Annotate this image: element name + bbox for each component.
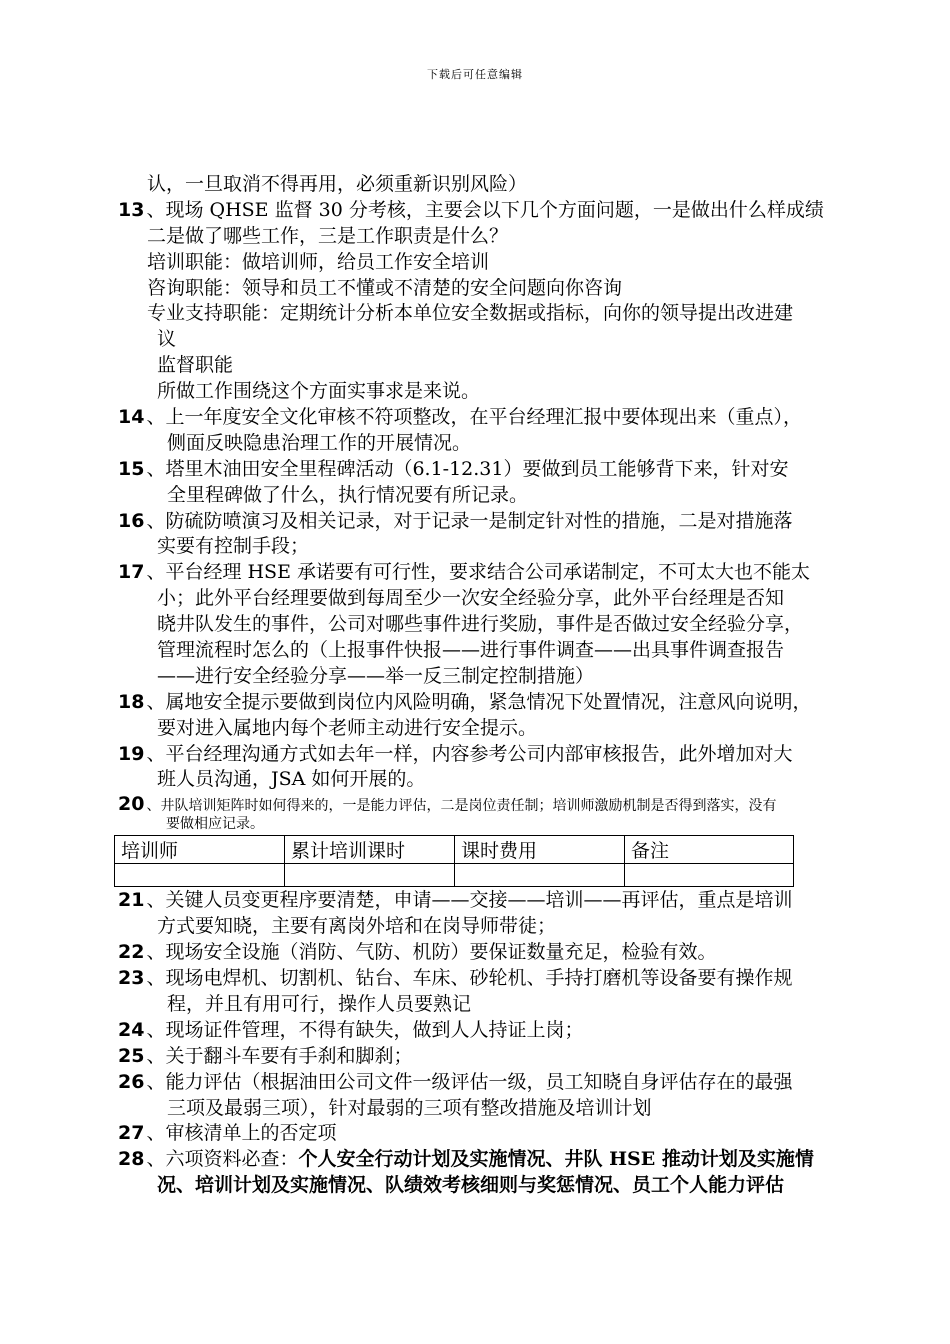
item-text-bold: 个人安全行动计划及实施情况、井队 HSE 推动计划及实施情 [298,1148,814,1171]
item-text-line: 程，并且有用可行，操作人员要熟记 [167,992,472,1015]
item-text-line: 培训职能：做培训师，给员工作安全培训 [147,250,490,273]
list-item-16 [118,509,918,535]
list-item-13 [118,198,918,224]
item-text-line: 要做相应记录。 [166,816,264,833]
item-text: 、上一年度安全文化审核不符项整改，在平台经理汇报中要体现出来（重点）， [146,406,802,429]
item-number: 18 [118,690,145,713]
item-number: 27 [118,1122,145,1145]
item-text: 、现场安全设施（消防、气防、机防）要保证数量充足，检验有效。 [146,941,717,964]
item-text: 、平台经理沟通方式如去年一样，内容参考公司内部审核报告，此外增加对大 [146,742,793,765]
table-cell [285,864,455,887]
item-number: 13 [118,198,145,221]
item-number: 25 [118,1044,145,1067]
page-header: 下载后可任意编辑 [427,68,523,81]
item-text: 、塔里木油田安全里程碑活动（6.1-12.31）要做到员工能够背下来，针对安 [146,457,789,480]
item-text-line: 咨询职能：领导和员工不懂或不清楚的安全问题向你咨询 [147,276,623,299]
item-text-line: 所做工作围绕这个方面实事求是来说。 [157,380,481,403]
item-text-line: 实要有控制手段； [157,535,310,558]
table-cell [115,864,285,887]
item-number: 22 [118,941,145,964]
list-item-22 [118,940,918,966]
item-text-line: 议 [157,328,177,351]
item-number: 26 [118,1070,145,1093]
item-text: 、现场 QHSE 监督 30 分考核，主要会以下几个方面问题，一是做出什么样成绩 [146,198,824,221]
table-cell [455,864,625,887]
table-cell [625,864,794,887]
item-text-line: 要对进入属地内每个老师主动进行安全提示。 [157,716,538,739]
document-body [118,172,918,1199]
item-text-line: 专业支持职能：定期统计分析本单位安全数据或指标，向你的领导提出改进建 [147,302,794,325]
item-text: 、井队培训矩阵时如何得来的，一是能力评估，二是岗位责任制；培训师激励机制是否得到落实，没有 [146,798,777,815]
list-item-28 [118,1147,918,1173]
item-text: 、现场证件管理，不得有缺失，做到人人持证上岗； [146,1018,584,1041]
item-text-line: 监督职能 [157,354,234,377]
table-header-cell: 课时费用 [455,836,625,864]
table-header-cell: 备注 [625,836,794,864]
item-text-line: 二是做了哪些工作，三是工作职责是什么？ [147,224,509,247]
item-text: 、平台经理 HSE 承诺要有可行性，要求结合公司承诺制定，不可太大也不能太 [146,561,810,584]
list-item-23 [118,966,918,992]
item-number: 16 [118,509,145,532]
list-item-21 [118,888,918,914]
list-item-26 [118,1070,918,1096]
item-text: 、防硫防喷演习及相关记录，对于记录一是制定针对性的措施，二是对措施落 [146,509,793,532]
item-text: 、能力评估（根据油田公司文件一级评估一级，员工知晓自身评估存在的最强 [146,1070,793,1093]
list-item-17 [118,560,918,586]
item-number: 21 [118,889,145,912]
table-header-cell: 培训师 [115,836,285,864]
item-text: 、六项资料必查： [146,1148,299,1171]
item-number: 17 [118,561,145,584]
item-text-line: 小；此外平台经理要做到每周至少一次安全经验分享，此外平台经理是否知 [157,587,785,610]
item-text-line: 管理流程时怎么的（上报事件快报——进行事件调查——出具事件调查报告 [157,639,785,662]
item-text-line: 班人员沟通，JSA 如何开展的。 [157,768,426,791]
item-number: 15 [118,457,145,480]
list-item-20 [118,793,918,815]
list-item-15 [118,457,918,483]
table-header-row [115,836,794,864]
list-item-14 [118,405,918,431]
item-text: 、属地安全提示要做到岗位内风险明确，紧急情况下处置情况，注意风向说明， [146,690,812,713]
item-number: 14 [118,406,145,429]
item-text-line-bold: 况、培训计划及实施情况、队绩效考核细则与奖惩情况、员工个人能力评估 [157,1174,785,1197]
item-text: 、审核清单上的否定项 [146,1122,337,1145]
item-text-line: 晓井队发生的事件，公司对哪些事件进行奖励，事件是否做过安全经验分享， [157,613,804,636]
list-item-27 [118,1121,918,1147]
list-item-19 [118,742,918,768]
item-number: 20 [118,793,145,816]
item-text-line: 侧面反映隐患治理工作的开展情况。 [167,431,472,454]
list-item-24 [118,1018,918,1044]
item-number: 24 [118,1018,145,1041]
item-text-line: 三项及最弱三项），针对最弱的三项有整改措施及培训计划 [167,1096,652,1119]
item-text: 、关于翻斗车要有手刹和脚刹； [146,1044,413,1067]
item-number: 28 [118,1148,145,1171]
list-item-25 [118,1044,918,1070]
item-continuation: 认，一旦取消不得再用，必须重新识别风险） [147,173,528,195]
item-text-line: 方式要知晓，主要有离岗外培和在岗导师带徒； [157,915,557,938]
list-item-18 [118,690,918,716]
item-text: 、现场电焊机、切割机、钻台、车床、砂轮机、手持打磨机等设备要有操作规 [146,967,793,990]
item-text: 、关键人员变更程序要清楚，申请——交接——培训——再评估，重点是培训 [146,889,793,912]
item-number: 19 [118,742,145,765]
table-header-cell: 累计培训课时 [285,836,455,864]
item-text-line: 全里程碑做了什么，执行情况要有所记录。 [167,483,529,506]
item-text-line: ——进行安全经验分享——举一反三制定控制措施） [157,664,595,687]
training-table [114,835,794,887]
table-row [115,864,794,887]
item-number: 23 [118,967,145,990]
